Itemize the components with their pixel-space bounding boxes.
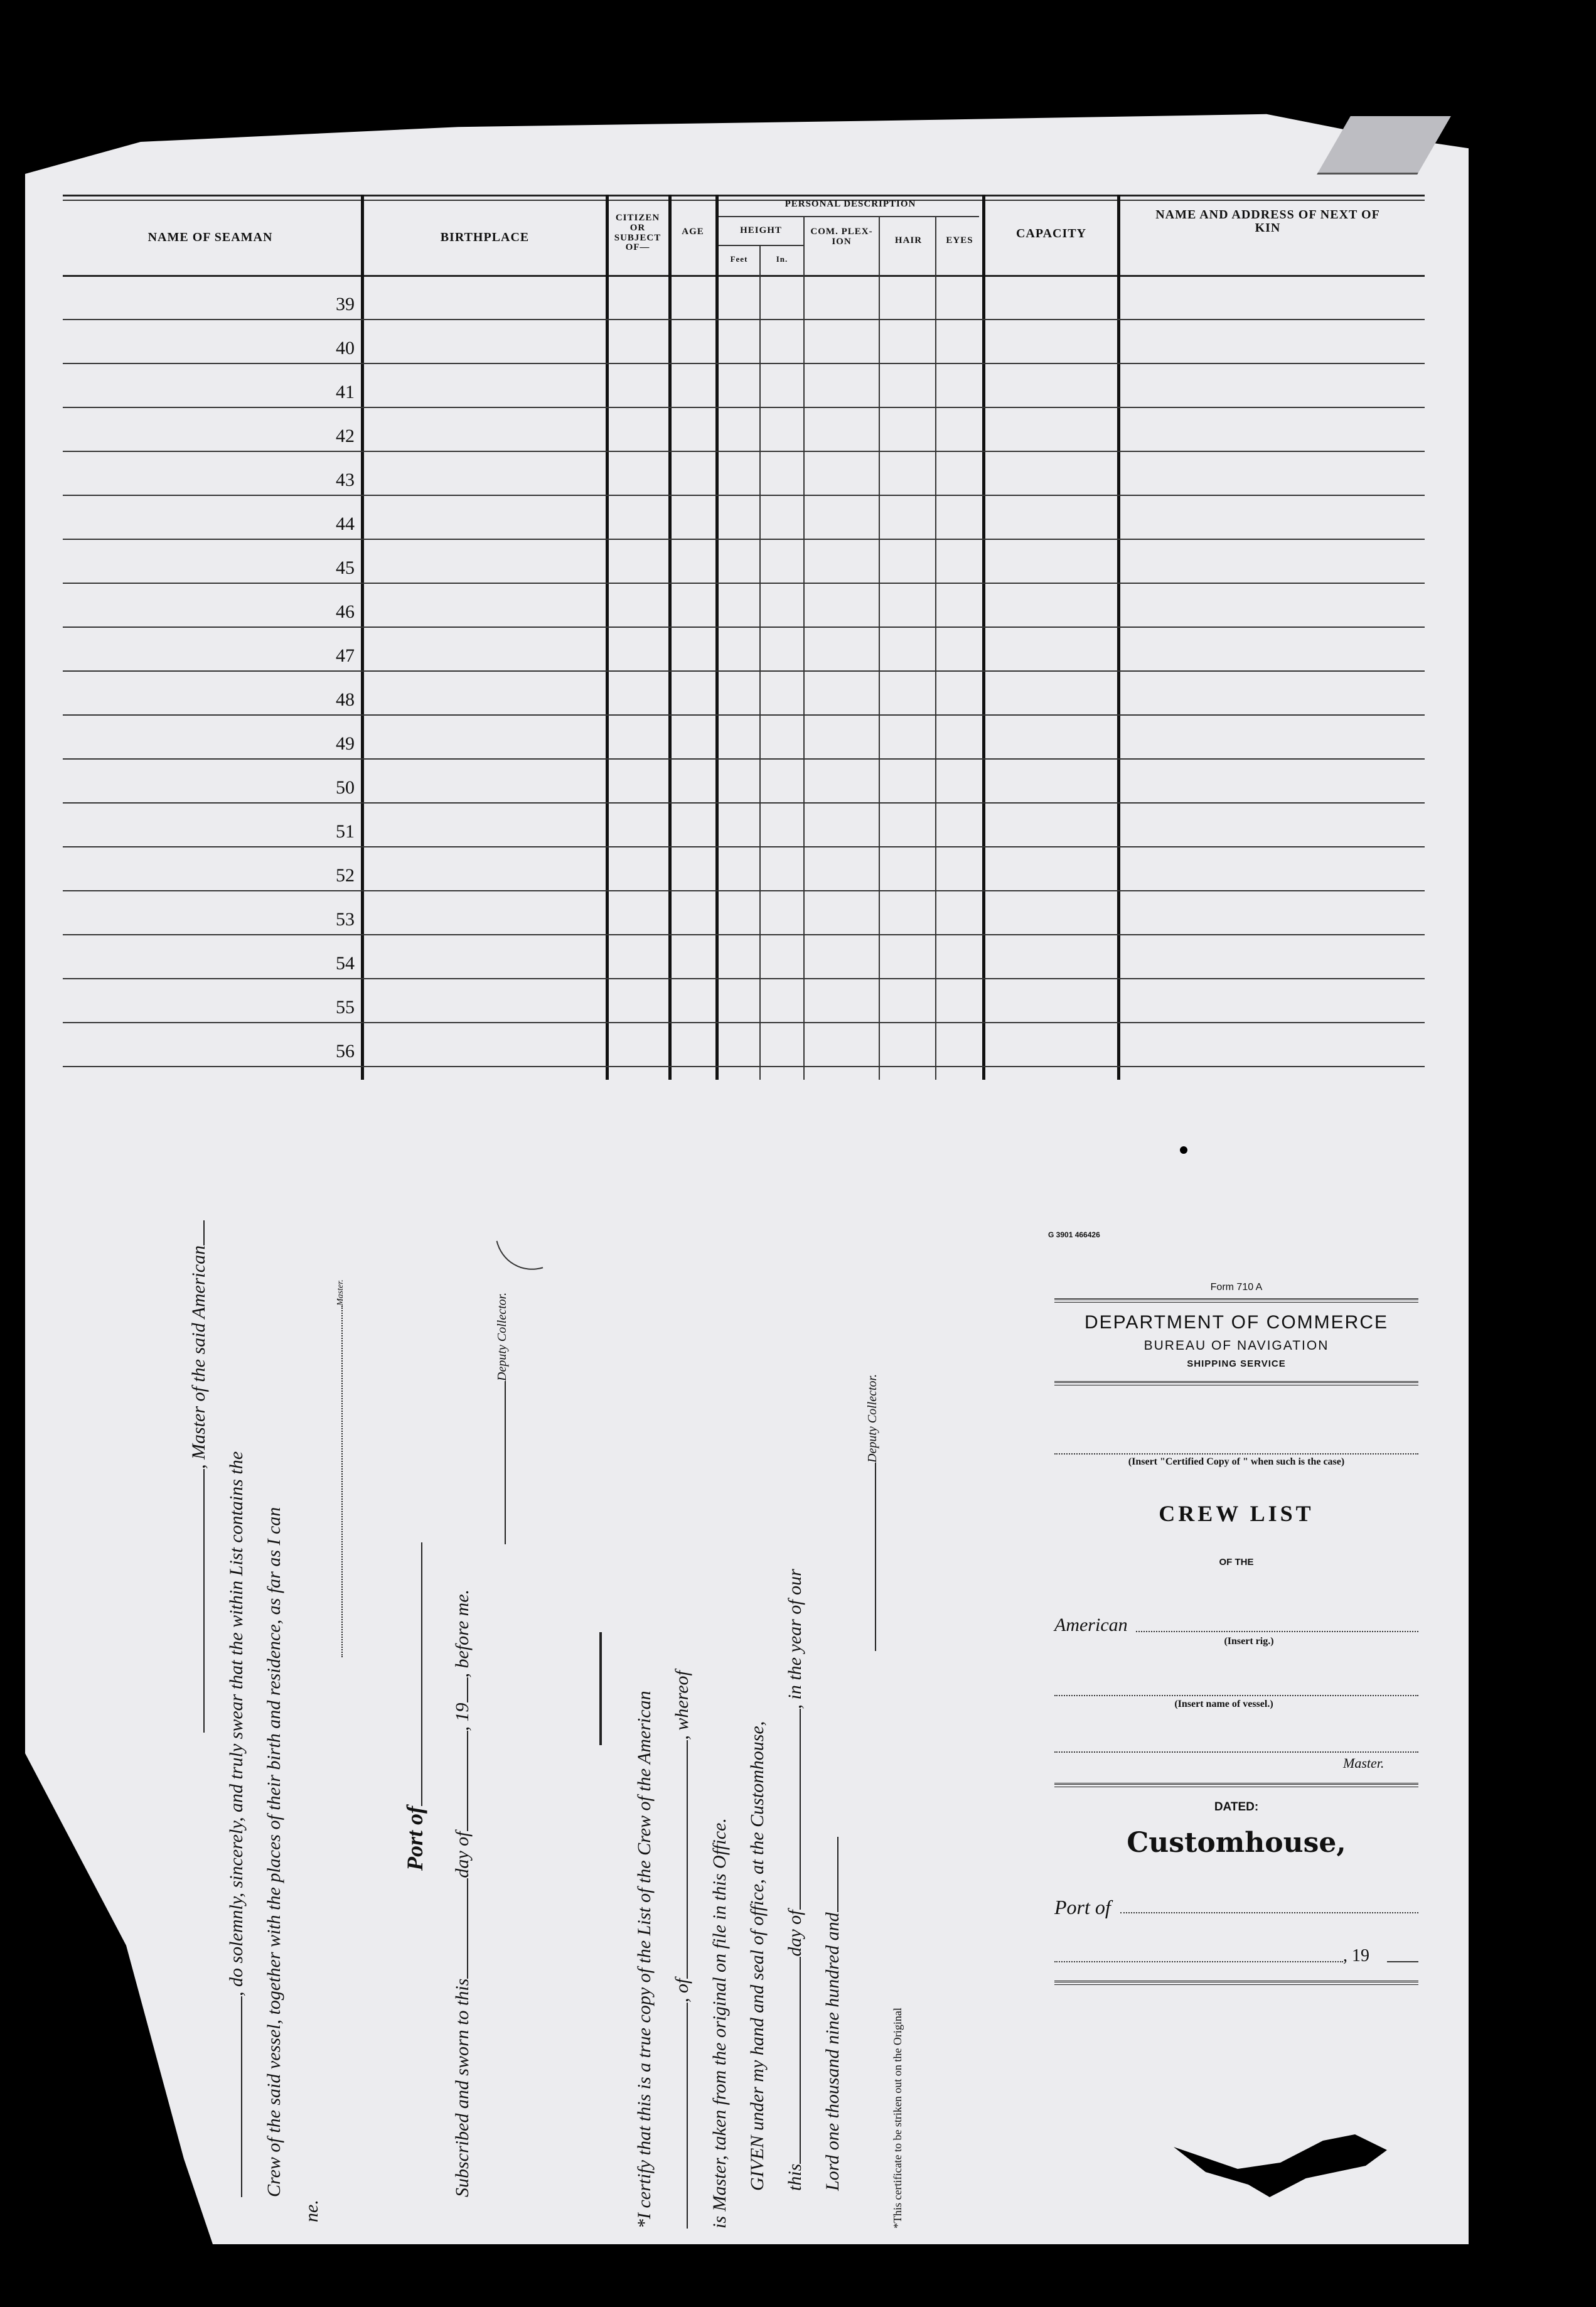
master-label: Master. — [336, 1279, 345, 1306]
column-divider — [935, 216, 936, 1080]
blank-line — [490, 1381, 506, 1544]
sworn-text: , before me. — [452, 1589, 473, 1678]
american-label: American — [1054, 1615, 1128, 1635]
header-birthplace: BIRTHPLACE — [440, 230, 530, 244]
header-capacity: CAPACITY — [1015, 227, 1087, 240]
blank-line — [860, 1463, 876, 1651]
blank-line — [452, 1878, 468, 1979]
blank-line — [672, 1740, 688, 1979]
personal-description-rule — [715, 216, 979, 217]
double-rule — [1054, 1298, 1418, 1303]
dotted-line — [1054, 1695, 1418, 1696]
header-height: HEIGHT — [740, 225, 782, 235]
column-divider — [1117, 195, 1120, 1080]
blank-line — [188, 1469, 205, 1733]
dotted-line — [1120, 1912, 1418, 1913]
blank-line — [785, 1709, 801, 1910]
header-name-of-seaman: NAME OF SEAMAN — [147, 230, 273, 244]
row-rule — [63, 1022, 1425, 1023]
row-number: 54 — [336, 953, 355, 974]
row-number: 46 — [336, 601, 355, 622]
header-bottom-rule — [63, 275, 1425, 277]
column-divider — [668, 195, 672, 1080]
row-rule — [63, 890, 1425, 891]
blank-line — [452, 1677, 468, 1702]
header-age: AGE — [682, 227, 704, 237]
rotated-oath-block — [188, 1218, 565, 2222]
row-number: 45 — [336, 557, 355, 578]
insert-rig-note: (Insert rig.) — [1224, 1636, 1274, 1647]
crew-list-title: CREW LIST — [1159, 1501, 1314, 1526]
certify-text: this — [785, 2163, 805, 2191]
row-rule — [63, 978, 1425, 979]
certify-line-4: GIVEN under my hand and seal of office, at the Customhouse, — [747, 1721, 768, 2191]
row-rule — [63, 319, 1425, 320]
double-rule — [1054, 1381, 1418, 1385]
customhouse-title: Customhouse, — [1127, 1827, 1346, 1859]
blank-line — [188, 1220, 205, 1245]
sworn-deputy — [490, 1293, 511, 1544]
crew-table — [63, 195, 1425, 1086]
row-rule — [63, 802, 1425, 804]
row-rule — [63, 846, 1425, 847]
row-rule — [63, 407, 1425, 408]
dotted-line — [1054, 1961, 1343, 1962]
sworn-line — [452, 1589, 473, 2197]
row-rule — [63, 495, 1425, 496]
certify-line-6 — [822, 1837, 844, 2191]
dotted-line — [1136, 1631, 1418, 1632]
blank-line — [406, 1542, 422, 1806]
port-of-label: Port of — [402, 1806, 427, 1871]
column-divider — [715, 195, 719, 1080]
row-number: 44 — [336, 514, 355, 534]
certify-text: Lord one thousand nine hundred and — [822, 1912, 843, 2191]
row-rule — [63, 539, 1425, 540]
row-number: 55 — [336, 997, 355, 1018]
certify-deputy — [860, 1374, 881, 1651]
header-feet: Feet — [730, 254, 748, 264]
row-number: 43 — [336, 470, 355, 490]
ink-dot — [1180, 1146, 1187, 1154]
column-divider — [759, 245, 761, 1080]
dotted-line — [1054, 1453, 1418, 1455]
certify-text: , in the year of our — [785, 1569, 805, 1709]
insert-vessel-note: (Insert name of vessel.) — [1174, 1699, 1273, 1709]
deputy-label: Deputy Collector. — [495, 1292, 509, 1381]
blank-line — [785, 1957, 801, 2164]
row-rule — [63, 670, 1425, 672]
service-title: SHIPPING SERVICE — [1187, 1358, 1286, 1369]
column-divider — [982, 195, 985, 1080]
header-complexion: COM. PLEX- ION — [810, 227, 873, 247]
certify-text: day of — [785, 1910, 805, 1957]
sworn-text: , 19 — [452, 1702, 473, 1731]
form-number: Form 710 A — [1210, 1282, 1263, 1293]
header-eyes: EYES — [946, 235, 973, 245]
oath-line-3: Crew of the said vessel, together with the places of their birth and residence, as far as I can — [264, 1507, 284, 2197]
row-number: 42 — [336, 426, 355, 446]
row-number: 39 — [336, 294, 355, 315]
dotted-line — [1387, 1961, 1418, 1962]
department-title: DEPARTMENT OF COMMERCE — [1084, 1312, 1389, 1333]
sworn-text: day of — [452, 1831, 473, 1878]
blank-line — [326, 1306, 343, 1657]
row-rule — [63, 583, 1425, 584]
port-of-label: Port of — [1054, 1896, 1111, 1918]
row-number: 56 — [336, 1041, 355, 1062]
row-rule — [63, 758, 1425, 760]
certify-line-5 — [785, 1569, 806, 2191]
deputy-label: Deputy Collector. — [865, 1374, 879, 1463]
rotated-certify-block — [615, 1224, 992, 2229]
certify-footnote: *This certificate to be striken out on the Original — [891, 2008, 904, 2229]
row-rule — [63, 714, 1425, 716]
blank-line — [452, 1731, 468, 1831]
oath-text: , Master of the said American — [188, 1245, 209, 1469]
year-label: , 19 — [1343, 1946, 1369, 1966]
header-citizen: CITIZEN OR SUBJECT OF— — [614, 213, 661, 253]
column-divider — [606, 195, 609, 1080]
double-rule — [1054, 1783, 1418, 1787]
row-number: 51 — [336, 821, 355, 842]
of-the-label: OF THE — [1219, 1557, 1254, 1568]
bureau-title: BUREAU OF NAVIGATION — [1143, 1338, 1329, 1353]
row-rule — [63, 626, 1425, 628]
blank-line — [822, 1837, 838, 1912]
column-divider — [879, 216, 880, 1080]
row-number: 41 — [336, 382, 355, 402]
oath-line-2 — [226, 1451, 247, 2197]
row-rule — [63, 363, 1425, 364]
dated-label: DATED: — [1214, 1800, 1259, 1814]
column-divider — [803, 216, 805, 1080]
table-top-rule — [63, 195, 1425, 196]
oath-text: , do solemnly, sincerely, and truly swear that the within List contains the — [226, 1451, 247, 1996]
header-inches: In. — [776, 254, 788, 264]
sworn-port-of — [402, 1542, 428, 1871]
row-number: 49 — [336, 733, 355, 754]
certify-line-1: *I certify that this is a true copy of the List of the Crew of the American — [634, 1691, 655, 2229]
crew-list-cover — [1048, 1230, 1425, 2015]
dotted-line — [1054, 1751, 1418, 1753]
oath-line-1 — [188, 1220, 210, 1733]
certify-line-2 — [672, 1670, 693, 2229]
row-rule — [63, 934, 1425, 935]
certify-text: , whereof — [672, 1670, 692, 1740]
insert-certified-note: (Insert "Certified Copy of " when such is the case) — [1128, 1456, 1345, 1467]
row-number: 40 — [336, 338, 355, 358]
certify-line-3: is Master, taken from the original on file in this Office. — [709, 1818, 730, 2229]
row-number: 52 — [336, 865, 355, 886]
certify-text: , of — [672, 1978, 692, 2003]
header-personal-description: PERSONAL DESCRIPTION — [785, 199, 916, 209]
row-rule — [63, 451, 1425, 452]
row-rule — [63, 1066, 1425, 1067]
blank-line — [672, 2003, 688, 2229]
header-hair: HAIR — [894, 235, 923, 245]
master-signature-line — [326, 1279, 348, 1657]
row-number: 53 — [336, 909, 355, 930]
master-label: Master. — [1343, 1755, 1384, 1771]
divider-bar — [599, 1632, 602, 1745]
row-number: 50 — [336, 777, 355, 798]
sworn-text: Subscribed and sworn to this — [452, 1978, 473, 2197]
double-rule — [1054, 1981, 1418, 1985]
row-number: 47 — [336, 645, 355, 666]
header-next-of-kin: NAME AND ADDRESS OF NEXT OF KIN — [1155, 208, 1380, 235]
printer-code: G 3901 466426 — [1048, 1230, 1100, 1239]
row-number: 48 — [336, 689, 355, 710]
column-divider — [361, 195, 364, 1080]
oath-line-4: ne. — [301, 2200, 322, 2222]
blank-line — [226, 1996, 242, 2197]
